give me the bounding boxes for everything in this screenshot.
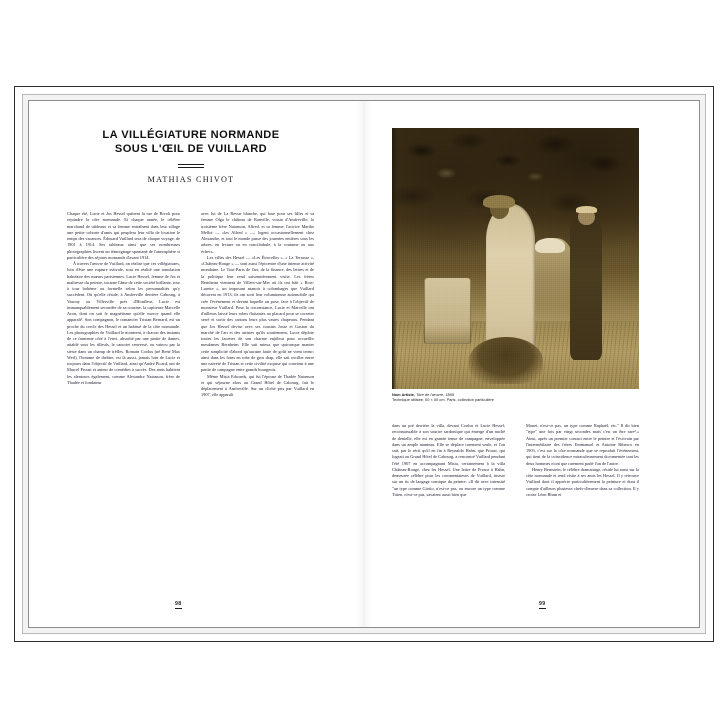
paragraph: dans un pré derrière la villa, devant Coolus et Lucie Hessel; reconnaissable à son sourire sardonique qui émerge d'un nuché de dentelle, elle est en grande tenue de campagne, enveloppée dans un ample manteau. Elle se déplace rarement seule, et l'on sait, par le récit qu'il en fin à Reynaldo Hahn, que Proust, qui logeait au Grand Hôtel de Cabourg, a rencontré Vuillard pendant l'été 1907 en accompagnant Misia, certainement à la villa Château-Rouge, chez les Hessel. Une lettre de Proust à Hahn, demeurée célèbre pour les commentateurs de Vuillard, insiste sur un tic de langage comique du peintre: «Il dit avec intensité "un type comme Giotto, n'est-ce pas, ou encore un type comme Titien, n'est-ce pas, savaient aussi bien que	[392, 423, 505, 497]
archival-photograph	[392, 128, 639, 389]
caption-year: 1895	[445, 392, 455, 397]
right-page-column-2	[526, 423, 639, 594]
paragraph: Monet, n'est-ce pas, un type comme Raphaël, etc." Il dit bien "type" une fois par vingt secondes mais c'est un être rare².» Ainsi, après un premier contact entre le peintre et l'écrivain par l'intermédiaire des frères Emmanuel et Antoine Bibesco en 1903, c'est sur la côte normande que se reproduit l'événement, qui tient de la coïncidence miraculeusement documentée tant les deux hommes n'ont que rarement parlé l'un de l'autre.	[526, 423, 639, 466]
article-title-line-2: SOUS L'ŒIL DE VUILLARD	[114, 143, 268, 156]
left-page-column-2	[201, 211, 314, 594]
paragraph: Henry Bernstein, le célèbre dramaturge, réside lui aussi sur la côte normande et rend visite à ses amis les Hessel. Il y retrouve Vuillard dont il apprécie particulièrement la peinture et dont il compte d'ailleurs plusieurs chefs-d'œuvre dans sa collection. Il y croise Léon Blum et	[526, 466, 639, 497]
left-page-column-1	[67, 211, 180, 594]
paragraph: À travers l'œuvre de Vuillard, on réalise que ces villégiatures, loin d'être une rupture estivale, sont en réalité une translation balnéaire des mœurs parisiennes. Lucie Hessel, femme de Jos et maîtresse du peintre, incarne l'âme de cette société brillante, tour à tour bohème ou formelle selon les personnalités qu'y succèdent. Où qu'elle réside, à Amfreville derrière Cabourg, à Vasouy ou Villerville près d'Honfleur, Lucie est immanquablement secondée de sa cousine, la capiteuse Marcelle Aron, dont on sait le magnétisme qu'elle exerce quand elle apparaît¹. Son compagnon, le romancier Tristan Bernard, est un proche du cercle des Hessel et un habitué de la côte normande. Les photographies de Vuillard le montrent, à chacun des instants de ce farniente côté à l'envi, absorbé par une partie de dames, attablé sous les tilleuls, le cancriet renversé, ou vaincu par la sieste dans un champ de trèfles. Romain Coolus (né René Max Weil), l'homme de théâtre, est là aussi, jamais loin de Lucie et toujours dans l'objectif de Vuillard, ainsi qu'André Picard, uni de Marcel Proust et auteur de comédies à succès. Des amis habitent les alentours également, comme Alexandre Natanson, frère de Thadée et fondateur	[67, 261, 180, 385]
article-header	[67, 128, 315, 184]
paragraph: Même Misia Edwards, qui fut l'épouse de Thadée Natanson et qui séjourne alors au Grand Hôtel de Cabourg, fait le déplacement à Amfreville. Sur un cliché pris par Vuillard en 1907, elle apparaît	[201, 373, 314, 398]
caption-title: Titre de l'œuvre,	[416, 392, 445, 397]
book-spread	[28, 100, 700, 628]
figure-caption	[392, 392, 639, 403]
page-number-left: 98	[175, 601, 182, 607]
figure-caption-line-2: Technique utilisée, 00 × 00 cm, Paris, collection particulière	[392, 397, 494, 403]
paragraph: avec lui de La Revue blanche, qui loue pour ses filles et sa femme Olga le château de Ranville, voisin d'Amfreville; le troisième frère Natanson, Alfred, et sa femme, l'actrice Marthe Mellot — «les Alfred » —, logent occasionnellement chez Alexandre, et tout le monde passe des journées entières sous les arbres, en lecture ou en conciliabule, à la coutume ou aux échecs.	[201, 211, 314, 254]
page-title	[67, 128, 315, 156]
title-divider-rule	[178, 164, 204, 167]
left-page	[29, 101, 364, 627]
right-page	[364, 101, 699, 627]
paragraph: Les villas des Hessel — «Les Étrocelles », « La Terrasse », «Château-Rouge » — sont aussi l'épicentre d'une intense activité mondaine. Le Tout-Paris de l'art, de la finance, des lettres et de la politique leur rend saisonnièrement visite. Les frères Bernheim viennent de Villers-sur-Mer où ils ont bâti « Bois-Lurette », un imposant manoir à colombages que Vuillard décorera en 1913; ils ont sorti leur volumineuse automobile qui crée l'événement et devant laquelle on pose, face à l'objectif de monsieur Vuillard. Pour la circonstance, Lucie et Marcelle ont d'ailleurs laissé leurs robes flottantes au placard pour se corseter serré et sortir des cartons leurs plus vastes chapeaux. Pendant que Jos Hessel devise avec ses cousins Josse et Gaston du marché de l'art et des artistes qu'ils soutiennent, Lucie déploie toutes les facettes de son charme enjôleur pour accueillir mesdames Bernheim. Elle sait mieux que quiconque manier cette simplicité d'abord qu'aucune faute de goût ne vient ternir; ainsi dans les foins en robe de gros drap, elle sait osciller entre une naïveté de Tristan et cette civilité exquise qui convient à une partie de campagne entre grands bourgeois.	[201, 254, 314, 373]
photo-film-grain	[392, 128, 639, 389]
article-author: MATHIAS CHIVOT	[147, 174, 235, 184]
page-number-right: 99	[539, 601, 546, 607]
figure-block	[392, 128, 639, 403]
paragraph: Chaque été, Lucie et Jos Hessel quittent la rue de Rivoli pour rejoindre la côte normande. Et chaque année, le célèbre marchand de tableaux et sa femme entraînent dans leur sillage une petite cohorte d'amis qui peuplera leur villa de location le temps des vacances. Édouard Vuillard sera de chaque voyage, de 1901 à 1914. Ses tableaux ainsi que ses nombreuses photographies livrent un témoignage spontané de l'atmosphère si particulière des séjours normands d'avant 1914.	[67, 211, 180, 260]
caption-artist: Nom Artiste,	[392, 392, 415, 397]
article-title-line-1: LA VILLÉGIATURE NORMANDE	[102, 129, 280, 141]
right-page-column-1	[392, 423, 505, 594]
